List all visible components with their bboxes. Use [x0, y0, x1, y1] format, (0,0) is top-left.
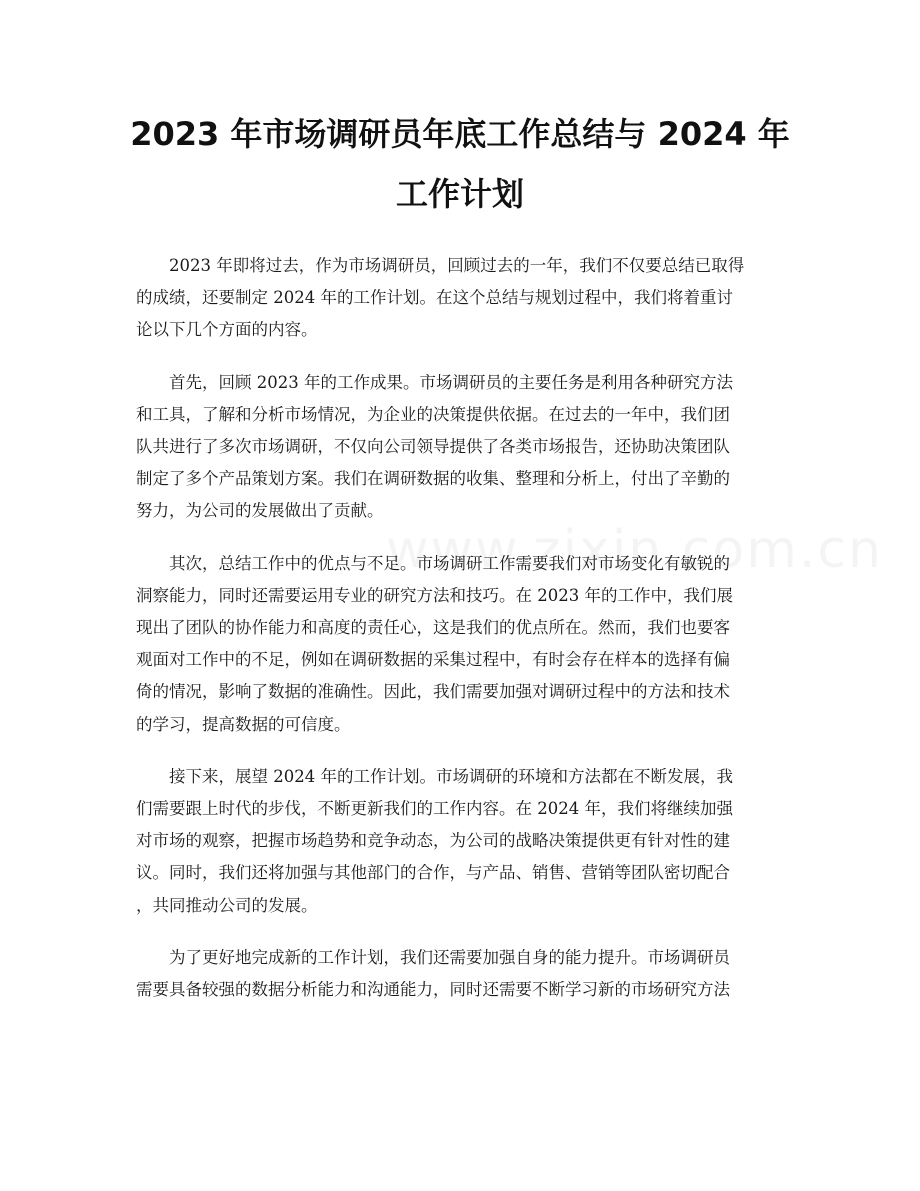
text-line: 接下来，展望 2024 年的工作计划。市场调研的环境和方法都在不断发展，我: [169, 766, 733, 786]
text-line: 首先，回顾 2023 年的工作成果。市场调研员的主要任务是利用各种研究方法: [169, 372, 733, 392]
text-line: 2023 年即将过去，作为市场调研员，回顾过去的一年，我们不仅要总结已取得: [169, 256, 745, 275]
paragraph-1: [136, 250, 786, 347]
text-line: 议。同时，我们还将加强与其他部门的合作，与产品、销售、营销等团队密切配合: [136, 863, 730, 883]
paragraph-5: [136, 942, 786, 1006]
text-line: 和工具，了解和分析市场情况，为企业的决策提供依据。在过去的一年中，我们团: [136, 404, 730, 424]
paragraph-2: [136, 367, 786, 528]
text-line: 队共进行了多次市场调研，不仅向公司领导提供了各类市场报告，还协助决策团队: [136, 437, 730, 457]
text-line: 倚的情况，影响了数据的准确性。因此，我们需要加强对调研过程中的方法和技术: [136, 682, 730, 702]
text-line: 努力，为公司的发展做出了贡献。: [136, 501, 384, 521]
text-line: 现出了团队的协作能力和高度的责任心，这是我们的优点所在。然而，我们也要客: [136, 618, 730, 638]
text-line: 为了更好地完成新的工作计划，我们还需要加强自身的能力提升。市场调研员: [169, 947, 730, 967]
title-line-2: 工作计划: [395, 175, 524, 213]
text-line: 观面对工作中的不足，例如在调研数据的采集过程中，有时会存在样本的选择有偏: [136, 650, 730, 670]
paragraph-3: [136, 548, 786, 741]
title-line-1: 2023 年市场调研员年底工作总结与 2024 年: [130, 115, 790, 153]
text-line: 洞察能力，同时还需要运用专业的研究方法和技巧。在 2023 年的工作中，我们展: [136, 585, 733, 605]
text-line: 的学习，提高数据的可信度。: [136, 714, 351, 734]
text-line: 论以下几个方面的内容。: [136, 320, 318, 340]
text-line: 其次，总结工作中的优点与不足。市场调研工作需要我们对市场变化有敏锐的: [169, 553, 730, 573]
text-line: 们需要跟上时代的步伐，不断更新我们的工作内容。在 2024 年，我们将继续加强: [136, 799, 733, 819]
text-line: 的成绩，还要制定 2024 年的工作计划。在这个总结与规划过程中，我们将着重讨: [136, 288, 733, 308]
document-title: [100, 104, 820, 224]
text-line: 需要具备较强的数据分析能力和沟通能力，同时还需要不断学习新的市场研究方法: [136, 980, 730, 1000]
text-line: ，共同推动公司的发展。: [136, 895, 318, 915]
paragraph-4: [136, 761, 786, 922]
text-line: 对市场的观察，把握市场趋势和竞争动态，为公司的战略决策提供更有针对性的建: [136, 831, 730, 851]
text-line: 制定了多个产品策划方案。我们在调研数据的收集、整理和分析上，付出了辛勤的: [136, 469, 730, 489]
document-body: [136, 250, 786, 1026]
